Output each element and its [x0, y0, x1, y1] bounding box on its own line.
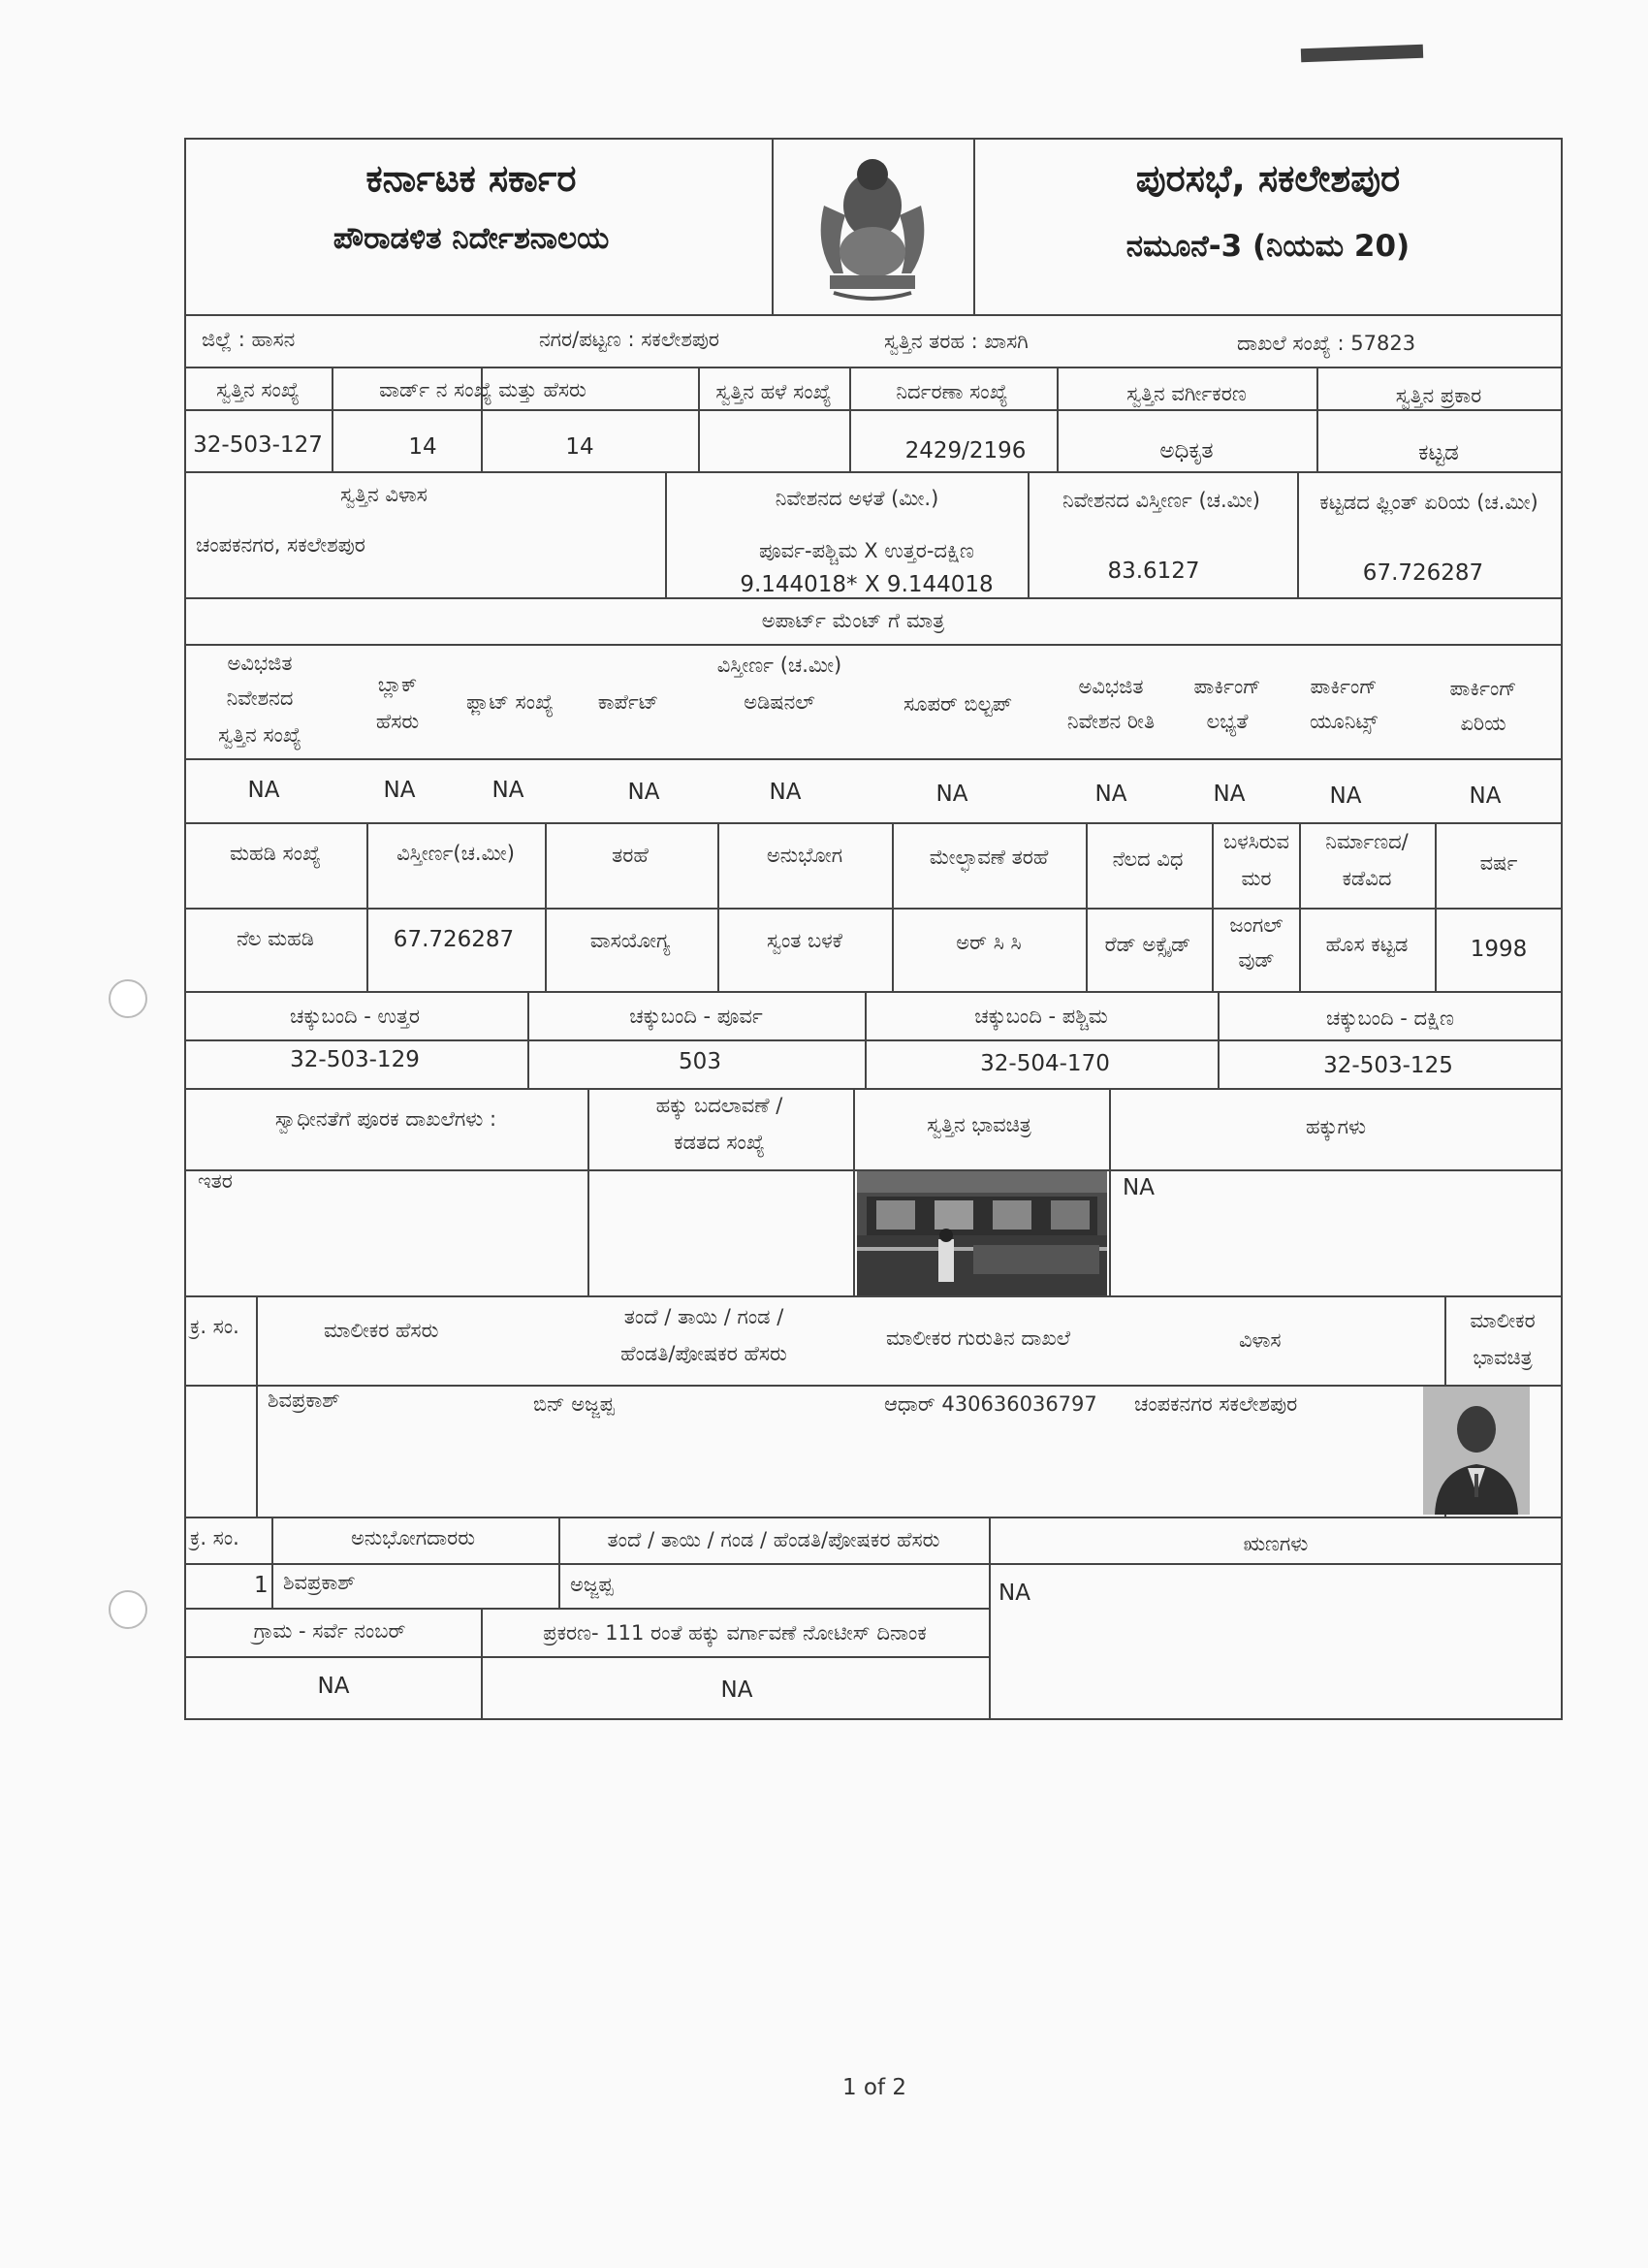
plinth-area-value: 67.726287 — [1362, 560, 1484, 586]
notice-value: NA — [720, 1677, 753, 1703]
state-emblem — [785, 147, 960, 308]
floor-hdr-year: ವರ್ಷ — [1479, 851, 1518, 875]
floor-usage-value: ಸ್ವಂತ ಬಳಕೆ — [767, 929, 842, 952]
owner-id-label: ಮಾಲೀಕರ ಗುರುತಿನ ದಾಖಲೆ — [886, 1326, 1071, 1350]
punch-hole — [109, 1590, 147, 1629]
property-number: 32-503-127 — [193, 432, 323, 458]
boundary-south-label: ಚಕ್ಕುಬಂದಿ - ದಕ್ಷಿಣ — [1325, 1006, 1455, 1030]
boundary-south: 32-503-125 — [1323, 1053, 1453, 1078]
owner-photo-label-line2: ಭಾವಚಿತ್ರ — [1473, 1346, 1533, 1369]
hdr-old-no: ಸ್ವತ್ತಿನ ಹಳೆ ಸಂಖ್ಯೆ — [715, 380, 832, 403]
apt-col7-line2: ನಿವೇಶನ ರೀತಿ — [1066, 710, 1156, 733]
dimension-desc: ಪೂರ್ವ-ಪಶ್ಚಿಮ X ಉತ್ತರ-ದಕ್ಷಿಣ — [759, 539, 974, 562]
classification-value: ಅಧಿಕೃತ — [1159, 438, 1214, 463]
survey-value: NA — [317, 1674, 350, 1699]
floor-hdr-build-line2: ಕಡೆವಿದ — [1342, 867, 1392, 890]
plinth-area-label: ಕಟ್ಟಡದ ಫ್ಲಿಂತ್ ಏರಿಯ (ಚ.ಮೀ) — [1319, 491, 1538, 514]
site-area-label: ನಿವೇಶನದ ವಿಸ್ತೀರ್ಣ (ಚ.ಮೀ) — [1062, 489, 1260, 512]
owner-name: ಶಿವಪ್ರಕಾಶ್ — [268, 1389, 340, 1412]
boundary-east: 503 — [679, 1049, 721, 1074]
apt-col6: ಸೂಪರ್ ಬಿಲ್ಟಪ್ — [903, 692, 1013, 716]
apt-col9-line2: ಯೂನಿಟ್ಸ್ — [1309, 710, 1379, 733]
apt-col8-line1: ಪಾರ್ಕಿಂಗ್ — [1193, 675, 1261, 698]
occupant-sl-label: ಕ್ರ. ಸಂ. — [190, 1526, 239, 1549]
apt-col1-line2: ನಿವೇಶನದ — [226, 687, 294, 710]
boundary-west: 32-504-170 — [980, 1051, 1110, 1076]
boundary-east-label: ಚಕ್ಕುಬಂದಿ - ಪೂರ್ವ — [629, 1005, 763, 1028]
scan-mark — [1301, 45, 1423, 62]
dimension-value: 9.144018* X 9.144018 — [740, 572, 994, 597]
page-number: 1 of 2 — [841, 2075, 907, 2100]
owner-relation: ಬಿನ್ ಅಜ್ಜಪ್ಪ — [533, 1392, 615, 1416]
site-area-value: 83.6127 — [1107, 559, 1200, 584]
floor-wood-value-line2: ವುಡ್ — [1238, 948, 1275, 972]
apt-value: NA — [627, 780, 660, 805]
floor-hdr-roof: ಮೇಲ್ಛಾವಣೆ ತರಹೆ — [929, 846, 1049, 869]
floor-build-value: ಹೊಸ ಕಟ್ಟಡ — [1325, 933, 1409, 956]
assessment-number: 2429/2196 — [904, 438, 1027, 463]
occupant-relation: ಅಜ್ಜಪ್ಪ — [570, 1573, 614, 1596]
owner-sl-label: ಕ್ರ. ಸಂ. — [190, 1315, 239, 1338]
occupant-sl: 1 — [254, 1573, 269, 1598]
property-photo — [857, 1171, 1107, 1295]
floor-flooring-value: ರೆಡ್ ಅಕ್ಸೈಡ್ — [1104, 933, 1191, 956]
docs-value: ಇತರ — [198, 1169, 233, 1193]
transfer-label-line2: ಕಡತದ ಸಂಖ್ಯೆ — [674, 1131, 765, 1154]
apt-value: NA — [1213, 782, 1246, 807]
hdr-ward: ವಾರ್ಡ್ ನ ಸಂಖ್ಯೆ ಮತ್ತು ಹೆಸರು — [379, 378, 586, 401]
apartment-title: ಅಪಾರ್ಟ್ ಮೆಂಟ್ ಗೆ ಮಾತ್ರ — [761, 609, 945, 632]
apt-value: NA — [769, 780, 802, 805]
floor-no-value: ನೆಲ ಮಹಡಿ — [237, 927, 314, 950]
municipality-title: ಪುರಸಭೆ, ಸಕಲೇಶಪುರ — [1135, 157, 1401, 200]
floor-hdr-flooring: ನೆಲದ ವಿಧ — [1112, 847, 1184, 871]
apt-col4: ಕಾರ್ಪೆಟ್ — [597, 690, 659, 714]
occupant-name-label: ಅನುಭೋಗದಾರರು — [350, 1526, 476, 1549]
apt-value: NA — [1094, 782, 1127, 807]
apt-value: NA — [383, 778, 416, 803]
owner-address: ಚಂಪಕನಗರ ಸಕಲೇಶಪುರ — [1134, 1392, 1298, 1416]
owner-address-label: ವಿಳಾಸ — [1239, 1328, 1282, 1352]
apt-col10-line1: ಪಾರ್ಕಿಂಗ್ — [1449, 677, 1517, 700]
rights-label: ಹಕ್ಕುಗಳು — [1305, 1115, 1367, 1138]
owner-name-label: ಮಾಲೀಕರ ಹೆಸರು — [324, 1319, 439, 1342]
type-value: ಕಟ್ಟಡ — [1418, 440, 1459, 465]
liabilities-value: NA — [998, 1581, 1030, 1606]
hdr-assessment-no: ನಿರ್ದರಣಾ ಸಂಖ್ಯೆ — [896, 380, 1008, 403]
hdr-type: ಸ್ವತ್ತಿನ ಪ್ರಕಾರ — [1395, 384, 1482, 407]
owner-photo-label-line1: ಮಾಲೀಕರ — [1470, 1309, 1536, 1332]
apt-col2-line1: ಬ್ಲಾಕ್ — [377, 673, 418, 696]
boundary-north: 32-503-129 — [290, 1047, 420, 1072]
hdr-property-no: ಸ್ವತ್ತಿನ ಸಂಖ್ಯೆ — [216, 378, 300, 401]
district-label: ಜಿಲ್ಲೆ : ಹಾಸನ — [202, 328, 296, 351]
boundary-north-label: ಚಕ್ಕುಬಂದಿ - ಉತ್ತರ — [290, 1005, 420, 1028]
hdr-classification: ಸ್ವತ್ತಿನ ವರ್ಗೀಕರಣ — [1126, 382, 1247, 405]
occupant-name: ಶಿವಪ್ರಕಾಶ್ — [283, 1571, 356, 1594]
liabilities-label: ಋಣಗಳು — [1243, 1532, 1309, 1555]
apt-col5: ಅಡಿಷನಲ್ — [744, 690, 815, 714]
floor-hdr-area: ವಿಸ್ತೀರ್ಣ(ಚ.ಮೀ) — [396, 842, 515, 865]
apt-value: NA — [935, 782, 968, 807]
floor-hdr-build-line1: ನಿರ್ಮಾಣದ/ — [1325, 830, 1409, 853]
town-label: ನಗರ/ಪಟ್ಟಣ : ಸಕಲೇಶಪುರ — [539, 328, 720, 351]
apt-value: NA — [491, 778, 524, 803]
floor-year-value: 1998 — [1470, 937, 1528, 962]
address-value: ಚಂಪಕನಗರ, ಸಕಲೇಶಪುರ — [196, 533, 365, 557]
apt-col8-line2: ಲಭ್ಯತೆ — [1206, 710, 1249, 733]
apt-area-group: ವಿಸ್ತೀರ್ಣ (ಚ.ಮೀ) — [716, 654, 842, 677]
occupant-relation-label: ತಂದೆ / ತಾಯಿ / ಗಂಡ / ಹೆಂಡತಿ/ಪೋಷಕರ ಹೆಸರು — [607, 1528, 940, 1551]
owner-relation-label-line1: ತಂದೆ / ತಾಯಿ / ಗಂಡ / — [623, 1305, 784, 1328]
floor-area-value: 67.726287 — [393, 927, 515, 952]
rights-value: NA — [1123, 1175, 1155, 1200]
apt-col9-line1: ಪಾರ್ಕಿಂಗ್ — [1310, 675, 1378, 698]
boundary-west-label: ಚಕ್ಕುಬಂದಿ - ಪಶ್ಚಿಮ — [974, 1005, 1108, 1028]
form-number: ನಮೂನೆ-3 (ನಿಯಮ 20) — [1125, 229, 1410, 264]
apt-col3: ಫ್ಲಾಟ್ ಸಂಖ್ಯೆ — [465, 690, 555, 714]
owner-relation-label-line2: ಹೆಂಡತಿ/ಪೋಷಕರ ಹೆಸರು — [620, 1342, 787, 1365]
ward-name: 14 — [565, 434, 594, 460]
address-label: ಸ್ವತ್ತಿನ ವಿಳಾಸ — [340, 483, 428, 506]
property-photo-label: ಸ್ವತ್ತಿನ ಭಾವಚಿತ್ರ — [927, 1113, 1031, 1136]
apt-col1-line3: ಸ್ವತ್ತಿನ ಸಂಖ್ಯೆ — [218, 723, 301, 747]
owner-photo — [1423, 1387, 1530, 1515]
docs-label: ಸ್ವಾಧೀನತೆಗೆ ಪೂರಕ ದಾಖಲೆಗಳು : — [274, 1107, 497, 1131]
state-title: ಕರ್ನಾಟಕ ಸರ್ಕಾರ — [365, 157, 577, 200]
apt-col7-line1: ಅವಿಭಜಿತ — [1078, 675, 1144, 698]
floor-kind-value: ವಾಸಯೋಗ್ಯ — [589, 929, 671, 952]
floor-hdr-wood-line2: ಮರ — [1241, 867, 1272, 890]
floor-hdr-no: ಮಹಡಿ ಸಂಖ್ಯೆ — [230, 842, 321, 865]
apt-value: NA — [1329, 783, 1362, 809]
notice-label: ಪ್ರಕರಣ- 111 ರಂತೆ ಹಕ್ಕು ವರ್ಗಾವಣೆ ನೋಟೀಸ್ ದಿನಾಂಕ — [543, 1621, 927, 1645]
property-form — [184, 138, 1563, 1720]
floor-wood-value-line1: ಜಂಗಲ್ — [1229, 913, 1284, 937]
record-number: ದಾಖಲೆ ಸಂಖ್ಯೆ : 57823 — [1237, 332, 1416, 355]
directorate-title: ಪೌರಾಡಳಿತ ನಿರ್ದೇಶನಾಲಯ — [333, 221, 610, 256]
survey-label: ಗ್ರಾಮ - ಸರ್ವೆ ನಂಬರ್ — [253, 1619, 406, 1643]
ward-number: 14 — [408, 434, 437, 460]
apt-col2-line2: ಹೆಸರು — [375, 710, 420, 733]
floor-hdr-usage: ಅನುಭೋಗ — [766, 844, 843, 867]
floor-hdr-kind: ತರಹೆ — [612, 844, 649, 867]
floor-hdr-wood-line1: ಬಳಸಿರುವ — [1222, 830, 1290, 853]
property-kind-label: ಸ್ವತ್ತಿನ ತರಹ : ಖಾಸಗಿ — [884, 330, 1029, 353]
floor-roof-value: ಅರ್ ಸಿ ಸಿ — [956, 931, 1022, 954]
apt-value: NA — [247, 778, 280, 803]
punch-hole — [109, 979, 147, 1018]
apt-col1-line1: ಅವಿಭಜಿತ — [227, 652, 293, 675]
owner-id-document: ಆಧಾರ್ 430636036797 — [884, 1392, 1097, 1416]
dimension-label: ನಿವೇಶನದ ಅಳತೆ (ಮೀ.) — [775, 487, 939, 510]
apt-value: NA — [1469, 783, 1502, 809]
apt-col10-line2: ಏರಿಯ — [1460, 712, 1506, 735]
transfer-label-line1: ಹಕ್ಕು ಬದಲಾವಣೆ / — [655, 1094, 783, 1117]
